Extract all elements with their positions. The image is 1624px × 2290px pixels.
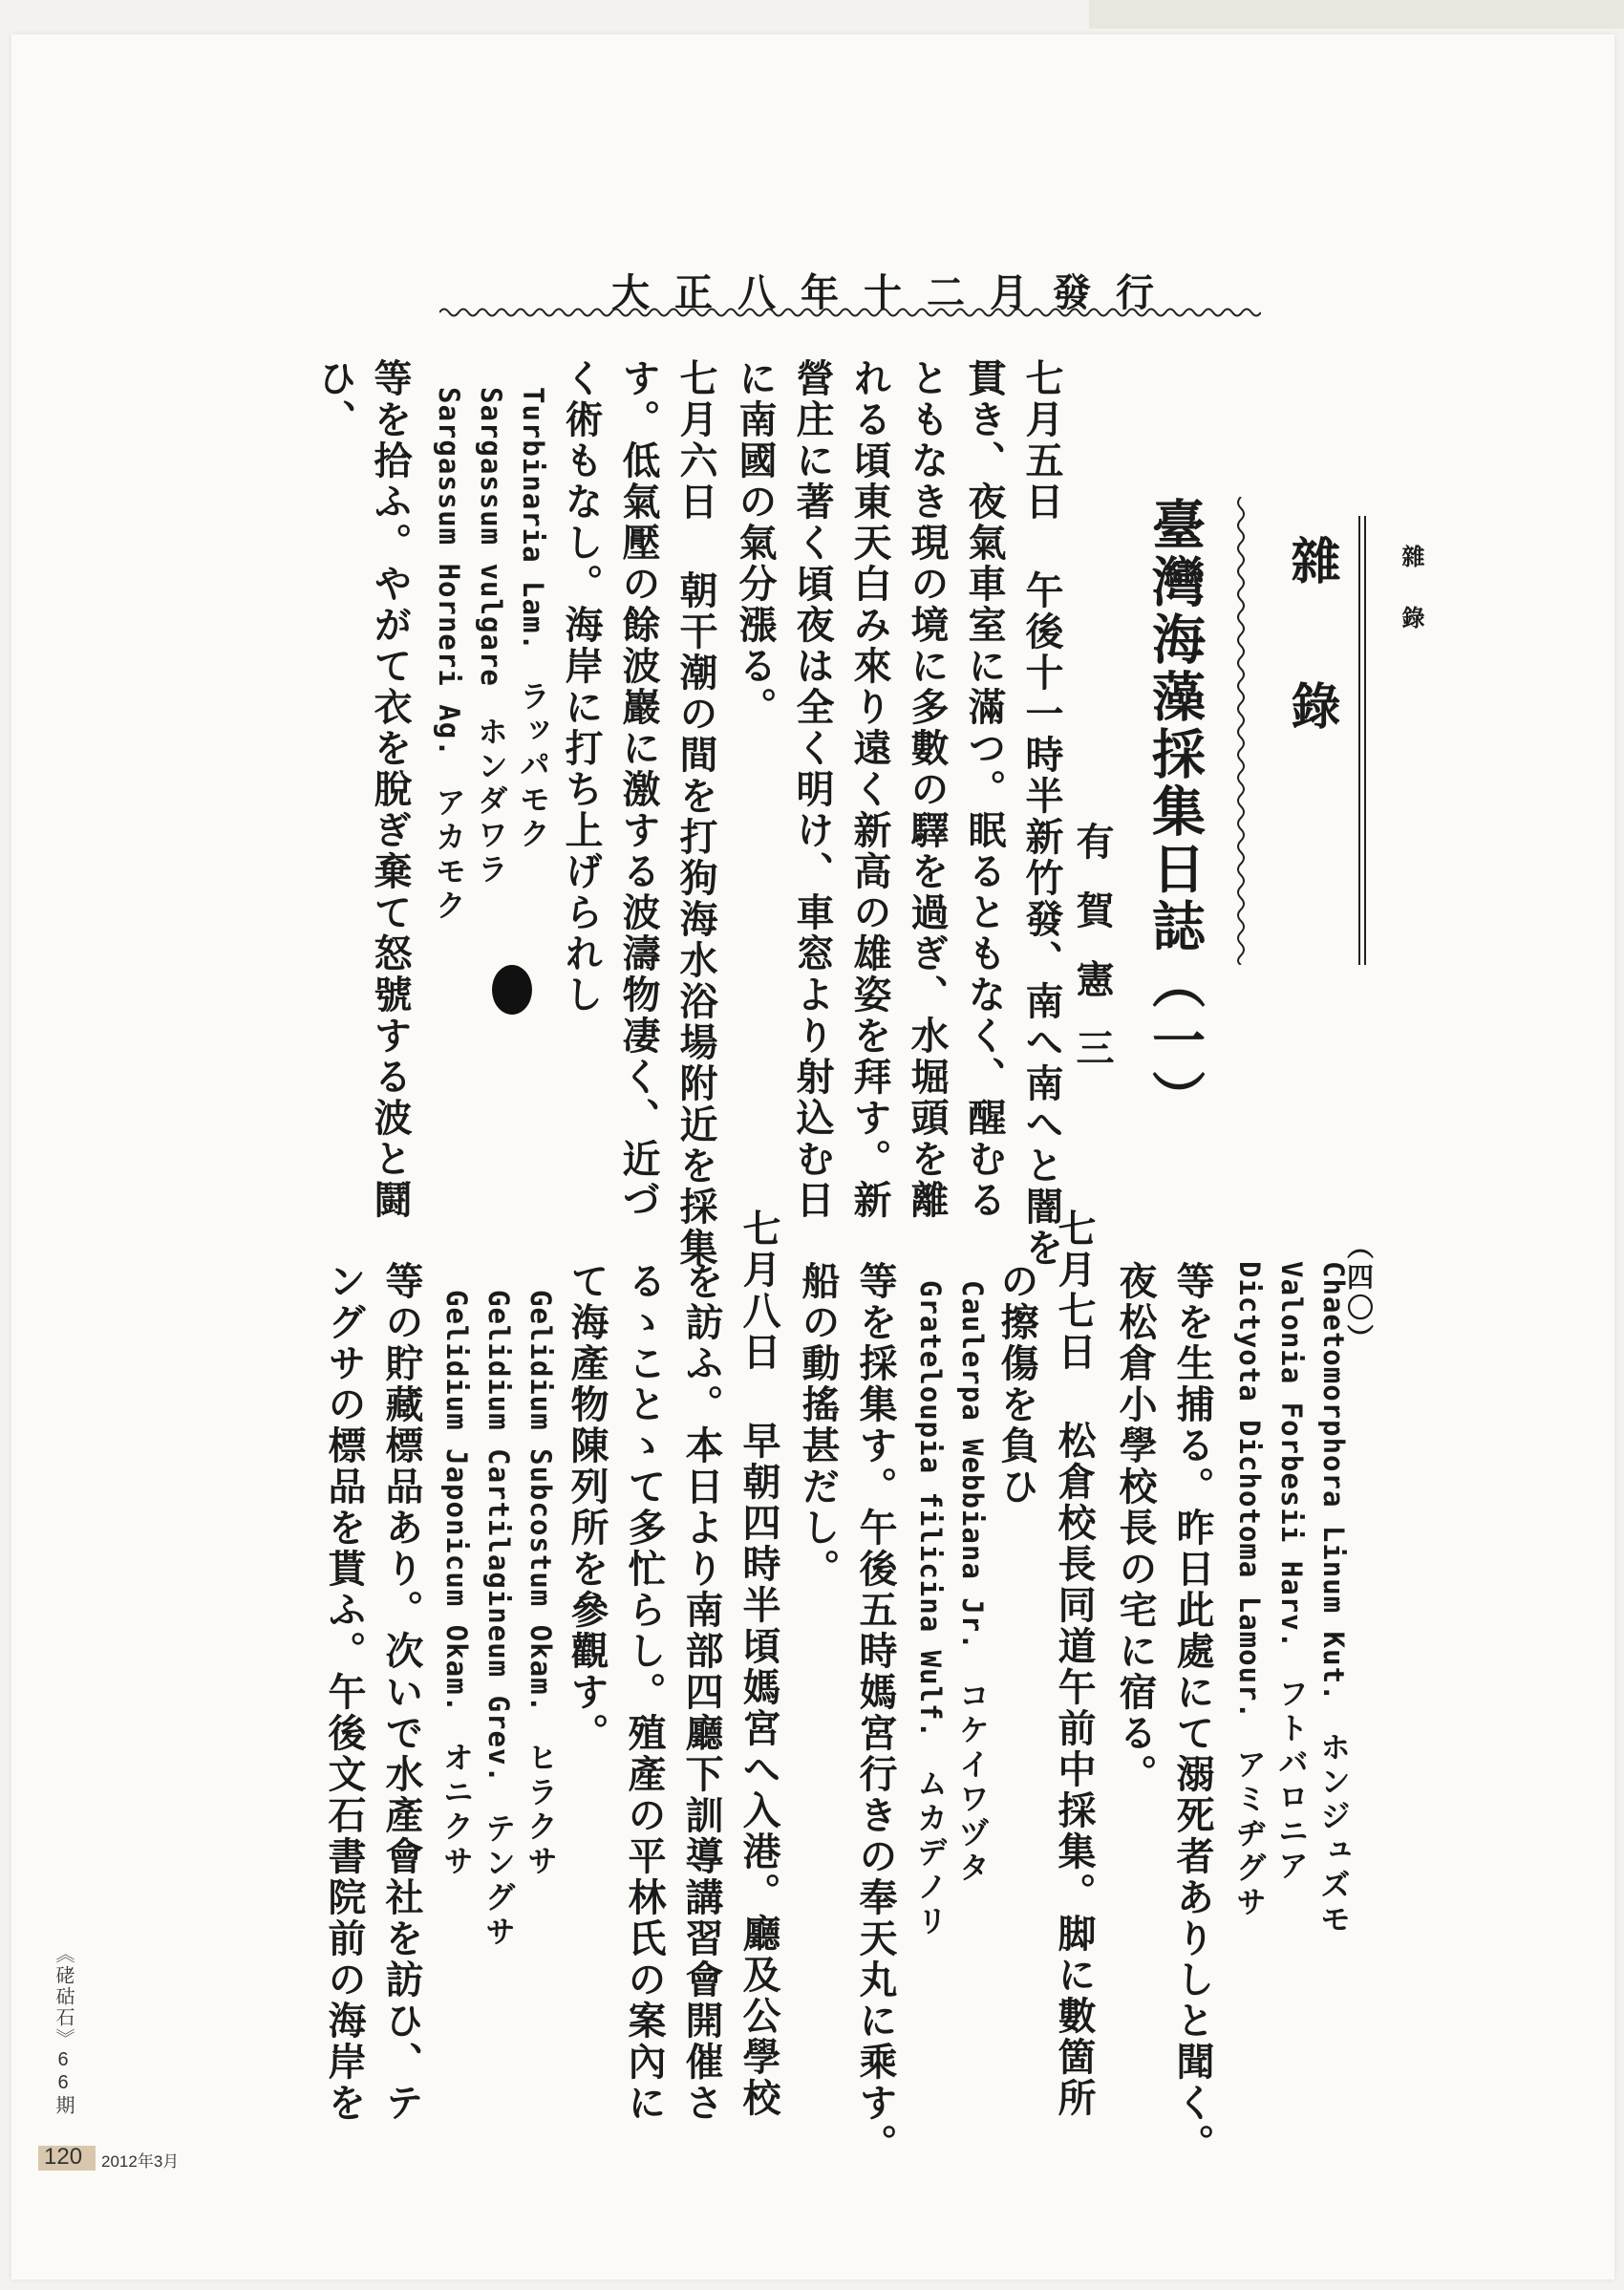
upper-col-1: 七月五日 午後十一時半新竹發、南へ南へと闇を: [1019, 358, 1064, 1269]
ink-blot: [492, 965, 532, 1015]
species-japanese: テングサ: [481, 1811, 517, 1950]
lower-species-2: [1273, 1261, 1310, 1885]
lower-col-4: の擦傷を負ひ: [994, 1261, 1039, 1508]
species-japanese: コケイワヅタ: [954, 1679, 991, 1886]
lower-col-10: て海產物陳列所を參觀す。: [565, 1261, 609, 1754]
species-latin: Chaetomorphora Linum Kut.: [1317, 1261, 1350, 1702]
title-wavy-rule: [1234, 497, 1248, 965]
species-japanese: アミヂグサ: [1231, 1747, 1268, 1920]
header-wavy-rule: [439, 304, 1261, 321]
species-latin: Sargassum vulgare: [475, 387, 507, 687]
species-japanese: ラッパモク: [515, 679, 551, 852]
journal-name: 《硓𥑮石》66期: [53, 1944, 74, 2116]
species-latin: Gelidium Cartilagineum Grev.: [482, 1290, 515, 1784]
species-japanese: ムカデノリ: [912, 1766, 949, 1939]
footer-page-number: 120: [44, 2144, 83, 2170]
upper-tail-2: ひ、: [312, 358, 357, 440]
lower-col-2: 夜松倉小學校長の宅に宿る。: [1113, 1261, 1158, 1795]
original-page-number: （四〇）: [1343, 1232, 1375, 1355]
species-latin: Turbinaria Lam.: [517, 387, 549, 652]
upper-col-5: 營庄に著く頃夜は全く明け、車窓より射込む日: [790, 358, 835, 1221]
lower-col-7: 七月八日 早朝四時半頃媽宮へ入港。廳及公學校: [737, 1209, 781, 2119]
lower-species-7: [481, 1290, 517, 1950]
upper-species-3: [431, 387, 467, 924]
species-japanese: アカモク: [431, 785, 467, 924]
lower-col-1: 等を生捕る。昨日此處にて溺死者ありしと聞く。: [1170, 1261, 1215, 2165]
running-header-date: 大正八年十二月發行: [611, 270, 1179, 315]
author-name: 有賀憲三: [1070, 822, 1115, 1097]
lower-col-9: るゝことゝて多忙らし。殖產の平林氏の案內に: [622, 1261, 667, 2124]
species-latin: Gelidium Japonicum Okam.: [440, 1290, 473, 1714]
lower-species-8: [438, 1290, 475, 1880]
lower-col-6: 船の動搖甚だし。: [796, 1261, 841, 1590]
species-latin: Valonia Forbesii Harv.: [1275, 1261, 1308, 1650]
species-japanese: ヒラクサ: [523, 1742, 559, 1880]
scan-edge: [1089, 0, 1624, 29]
upper-col-7: 七月六日 朝干潮の間を打狗海水浴場附近を採集: [673, 358, 718, 1269]
species-latin: Grateloupia filicina Wulf.: [914, 1280, 947, 1739]
margin-section-label: 雜錄: [1398, 545, 1425, 667]
upper-col-3: ともなき現の境に多數の驛を過ぎ、水堀頭を離: [905, 358, 950, 1221]
upper-col-6: に南國の氣分漲る。: [733, 358, 778, 728]
section-title: 雜錄: [1282, 535, 1340, 825]
lower-tail-2: ングサの標品を貰ふ。午後文石書院前の海岸を: [322, 1261, 367, 2124]
species-japanese: フトバロニア: [1273, 1678, 1310, 1885]
species-latin: Caulerpa Webbiana Jr.: [956, 1280, 989, 1651]
upper-col-2: 貫き、夜氣車室に滿つ。眠るともなく、醒むる: [962, 358, 1007, 1221]
section-divider-line: [1357, 516, 1368, 965]
species-japanese: オニクサ: [438, 1742, 475, 1880]
upper-species-1: [515, 387, 551, 852]
upper-col-8: す。低氣壓の餘波巖に激する波濤物凄く、近づ: [616, 358, 661, 1221]
species-japanese: ホンダワラ: [473, 715, 509, 888]
upper-col-4: れる頃東天白み來り遠く新高の雄姿を拜す。新: [847, 358, 892, 1221]
lower-species-1: [1315, 1261, 1352, 1937]
upper-col-9: く術もなし。海岸に打ち上げられし: [559, 358, 604, 1016]
upper-tail-1: 等を拾ふ。やがて衣を脫ぎ棄て怒號する波と鬪: [368, 358, 413, 1221]
species-latin: Gelidium Subcostum Okam.: [524, 1290, 557, 1714]
upper-species-2: [473, 387, 509, 888]
lower-species-6: [523, 1290, 559, 1880]
lower-species-5: [912, 1280, 949, 1939]
lower-col-5: 等を採集す。午後五時媽宮行きの奉天丸に乘す。: [853, 1261, 898, 2165]
lower-col-3: 七月七日 松倉校長同道午前中採集。脚に數箇所: [1052, 1209, 1097, 2119]
species-latin: Sargassum Horneri Ag.: [433, 387, 465, 758]
lower-species-3: [1231, 1261, 1268, 1920]
species-latin: Dictyota Dichotoma Lamour.: [1233, 1261, 1266, 1720]
lower-text-block: [287, 1209, 1366, 2165]
species-japanese: ホンジュズモ: [1315, 1730, 1352, 1937]
footer-issue-date: 2012年3月: [101, 2152, 180, 2171]
article-title: 臺灣海藻採集日誌（一）: [1143, 497, 1207, 1127]
lower-species-4: [954, 1280, 991, 1886]
lower-tail-1: 等の貯藏標品あり。次いで水產會社を訪ひ、テ: [379, 1261, 424, 2124]
lower-col-8: を訪ふ。本日より南部四廳下訓導講習會開催さ: [679, 1261, 724, 2124]
upper-text-block: [312, 358, 1079, 1269]
